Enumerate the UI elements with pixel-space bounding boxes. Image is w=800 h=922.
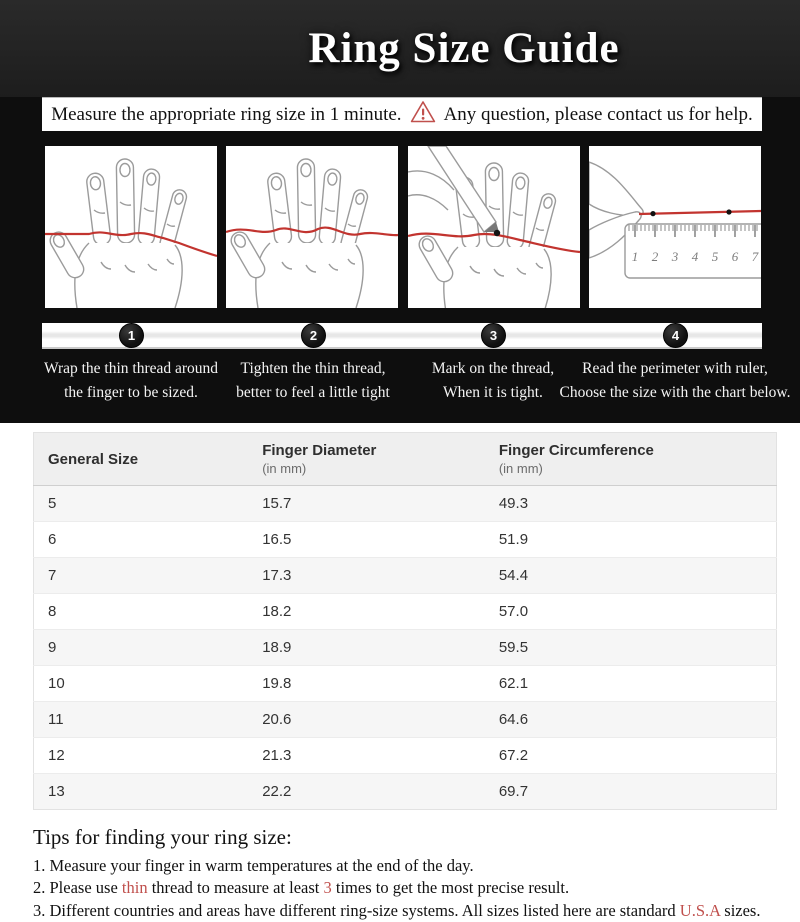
tip-item-2 [33,877,767,899]
tip-2-text: thread to measure at least [147,878,324,898]
tip-item-1 [33,855,767,877]
col-finger-diameter-unit: (in mm) [262,461,307,476]
table-row [34,666,777,702]
col-finger-diameter [248,433,485,486]
step-illustrations [45,146,761,308]
cell-circumference: 64.6 [485,702,777,738]
cell-diameter: 16.5 [248,522,485,558]
cell-circumference: 51.9 [485,522,777,558]
tip-1-text: 1. Measure your finger in warm temperatures at the end of the day. [33,856,474,875]
cell-diameter: 21.3 [248,738,485,774]
cell-circumference: 67.2 [485,738,777,774]
warning-triangle-icon [410,100,436,130]
step-4-caption [545,357,800,405]
size-chart-section [0,423,800,810]
col-finger-diameter-label: Finger Diameter [262,442,377,459]
step-3-caption-line2: When it is tight. [443,384,543,402]
cell-circumference: 54.4 [485,558,777,594]
ruler-number: 4 [691,249,699,264]
step-4-caption-line2: Choose the size with the chart below. [559,384,791,402]
ruler-number: 3 [671,249,679,264]
cell-size: 5 [34,486,249,522]
tip-item-3 [33,900,767,922]
cell-size: 7 [34,558,249,594]
step-1-caption-line2: the finger to be sized. [64,384,198,402]
tip-3-text: sizes. [720,900,761,920]
tip-3-text: 3. Different countries and areas have different ring-size systems. All sizes listed here are standard [33,900,680,920]
step-2-badge: 2 [301,323,326,348]
step-4-badge: 4 [663,323,688,348]
cell-size: 8 [34,594,249,630]
tips-section [33,825,767,922]
cell-size: 13 [34,774,249,810]
tip-2-text: times to get the most precise result. [331,878,570,898]
tip-3-highlight-usa: U.S.A [679,900,721,920]
cell-size: 10 [34,666,249,702]
cell-size: 6 [34,522,249,558]
step-captions [0,357,800,412]
illustration-step3-pen-marking [408,146,580,308]
table-row [34,702,777,738]
cell-size: 12 [34,738,249,774]
table-header-row [34,433,777,486]
intro-banner [42,97,762,131]
cell-circumference: 69.7 [485,774,777,810]
illustration-step2-thread-tightened [226,146,398,308]
col-general-size-label: General Size [48,450,139,468]
cell-size: 11 [34,702,249,738]
step-progress-bar [42,323,762,349]
ruler-number: 7 [751,249,759,264]
cell-diameter: 18.9 [248,630,485,666]
cell-diameter: 18.2 [248,594,485,630]
ruler-number: 5 [711,249,719,264]
cell-diameter: 17.3 [248,558,485,594]
col-finger-circumference [485,433,777,486]
table-row [34,774,777,810]
banner-text-after: Any question, please contact us for help. [443,103,753,125]
illustration-section [0,97,800,423]
cell-diameter: 15.7 [248,486,485,522]
table-row [34,558,777,594]
cell-circumference: 59.5 [485,630,777,666]
ruler-number: 1 [631,249,639,264]
illustration-step1-hand-with-thread [45,146,217,308]
cell-circumference: 49.3 [485,486,777,522]
tip-2-text: 2. Please use [33,878,122,898]
cell-diameter: 19.8 [248,666,485,702]
cell-circumference: 62.1 [485,666,777,702]
cell-diameter: 20.6 [248,702,485,738]
step-1-caption-line1: Wrap the thin thread around [43,360,219,377]
step-1-badge: 1 [119,323,144,348]
step-4-caption-line1: Read the perimeter with ruler, [582,360,768,377]
page-title: Ring Size Guide [308,25,620,72]
page-header [0,0,800,97]
cell-size: 9 [34,630,249,666]
step-2-caption-line2: better to feel a little tight [236,384,390,402]
table-row [34,522,777,558]
tip-2-highlight-thin: thin [121,878,148,898]
col-finger-circumference-label: Finger Circumference [498,442,654,459]
ruler-number: 6 [731,249,739,264]
illustration-step4-ruler [589,146,761,308]
table-row [34,486,777,522]
table-row [34,594,777,630]
cell-diameter: 22.2 [248,774,485,810]
ring-size-table [33,432,777,810]
ruler-number: 2 [651,249,659,264]
table-row [34,738,777,774]
step-3-caption-line1: Mark on the thread, [431,360,555,377]
col-finger-circumference-unit: (in mm) [498,461,543,476]
table-row [34,630,777,666]
tip-2-highlight-3: 3 [323,878,332,898]
banner-text-before: Measure the appropriate ring size in 1 minute. [51,103,402,125]
step-3-badge: 3 [481,323,506,348]
cell-circumference: 57.0 [485,594,777,630]
step-2-caption-line1: Tighten the thin thread, [240,360,386,377]
col-general-size [34,433,249,486]
tips-title: Tips for finding your ring size: [33,825,292,849]
